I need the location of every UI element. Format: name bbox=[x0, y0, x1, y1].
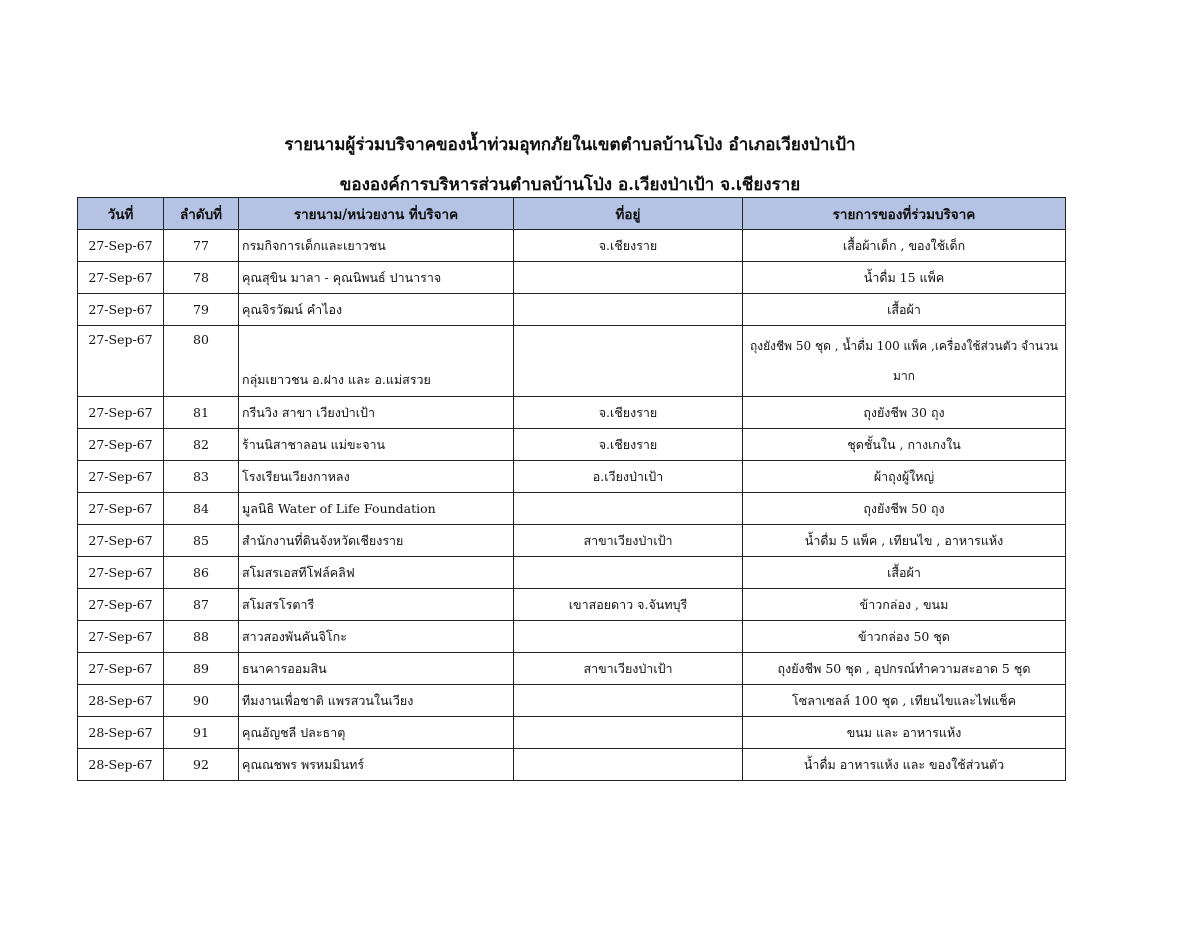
cell-number: 81 bbox=[164, 397, 239, 429]
cell-number: 90 bbox=[164, 685, 239, 717]
cell-donated-items: ถุงยังชีพ 50 ชุด , น้ำดื่ม 100 แพ็ค ,เครื่องใช้ส่วนตัว จำนวนมาก bbox=[743, 326, 1066, 397]
cell-address bbox=[514, 717, 743, 749]
cell-donated-items: น้ำดื่ม 5 แพ็ค , เทียนไข , อาหารแห้ง bbox=[743, 525, 1066, 557]
cell-address: จ.เชียงราย bbox=[514, 397, 743, 429]
cell-donor-name: คุณณชพร พรหมมินทร์ bbox=[239, 749, 514, 781]
document-title: รายนามผู้ร่วมบริจาคของน้ำท่วมอุทกภัยในเขตตำบลบ้านโป่ง อำเภอเวียงป่าเป้า bbox=[284, 135, 856, 155]
cell-date: 28-Sep-67 bbox=[78, 685, 164, 717]
table-row bbox=[78, 557, 1066, 589]
cell-date: 27-Sep-67 bbox=[78, 230, 164, 262]
cell-donated-items: น้ำดื่ม อาหารแห้ง และ ของใช้ส่วนตัว bbox=[743, 749, 1066, 781]
cell-address bbox=[514, 326, 743, 397]
table-row bbox=[78, 685, 1066, 717]
cell-number: 79 bbox=[164, 294, 239, 326]
cell-address bbox=[514, 557, 743, 589]
cell-date: 27-Sep-67 bbox=[78, 326, 164, 397]
cell-donated-items: ถุงยังชีพ 50 ถุง bbox=[743, 493, 1066, 525]
cell-number: 87 bbox=[164, 589, 239, 621]
cell-date: 27-Sep-67 bbox=[78, 461, 164, 493]
cell-donated-items: ผ้าถุงผู้ใหญ่ bbox=[743, 461, 1066, 493]
cell-address: จ.เชียงราย bbox=[514, 230, 743, 262]
cell-address bbox=[514, 493, 743, 525]
cell-number: 82 bbox=[164, 429, 239, 461]
cell-address: เขาสอยดาว จ.จันทบุรี bbox=[514, 589, 743, 621]
table-row bbox=[78, 717, 1066, 749]
cell-donated-items: โซลาเซลล์ 100 ชุด , เทียนไขและไฟแช็ค bbox=[743, 685, 1066, 717]
cell-date: 27-Sep-67 bbox=[78, 262, 164, 294]
cell-donated-items: ขนม และ อาหารแห้ง bbox=[743, 717, 1066, 749]
table-row bbox=[78, 589, 1066, 621]
cell-donated-items: เสื้อผ้า bbox=[743, 557, 1066, 589]
cell-date: 27-Sep-67 bbox=[78, 525, 164, 557]
cell-address: อ.เวียงป่าเป้า bbox=[514, 461, 743, 493]
header-address: ที่อยู่ bbox=[514, 198, 743, 230]
cell-donor-name: คุณอัญชลี ปละธาตุ bbox=[239, 717, 514, 749]
cell-donated-items: ถุงยังชีพ 50 ชุด , อุปกรณ์ทำความสะอาด 5 ชุด bbox=[743, 653, 1066, 685]
cell-address bbox=[514, 749, 743, 781]
cell-date: 27-Sep-67 bbox=[78, 589, 164, 621]
cell-donor-name: ธนาคารออมสิน bbox=[239, 653, 514, 685]
cell-donor-name: ร้านนิสาชาลอน แม่ขะจาน bbox=[239, 429, 514, 461]
cell-number: 85 bbox=[164, 525, 239, 557]
header-donor-name: รายนาม/หน่วยงาน ที่บริจาค bbox=[239, 198, 514, 230]
cell-donor-name: กรมกิจการเด็กและเยาวชน bbox=[239, 230, 514, 262]
cell-date: 28-Sep-67 bbox=[78, 717, 164, 749]
table-row bbox=[78, 749, 1066, 781]
cell-address bbox=[514, 685, 743, 717]
table-row bbox=[78, 493, 1066, 525]
cell-date: 27-Sep-67 bbox=[78, 294, 164, 326]
document-subtitle: ขององค์การบริหารส่วนตำบลบ้านโป่ง อ.เวียงป่าเป้า จ.เชียงราย bbox=[339, 175, 801, 195]
table-header-row bbox=[78, 198, 1066, 230]
cell-date: 27-Sep-67 bbox=[78, 429, 164, 461]
table-row bbox=[78, 461, 1066, 493]
cell-date: 27-Sep-67 bbox=[78, 557, 164, 589]
cell-donated-items: ถุงยังชีพ 30 ถุง bbox=[743, 397, 1066, 429]
cell-donated-items: เสื้อผ้าเด็ก , ของใช้เด็ก bbox=[743, 230, 1066, 262]
header-donated-items: รายการของที่ร่วมบริจาค bbox=[743, 198, 1066, 230]
header-date: วันที่ bbox=[78, 198, 164, 230]
cell-date: 27-Sep-67 bbox=[78, 621, 164, 653]
cell-number: 89 bbox=[164, 653, 239, 685]
table-row bbox=[78, 262, 1066, 294]
table-row bbox=[78, 621, 1066, 653]
table-row bbox=[78, 525, 1066, 557]
cell-donor-name: สโมสรโรตารี bbox=[239, 589, 514, 621]
cell-donor-name: มูลนิธิ Water of Life Foundation bbox=[239, 493, 514, 525]
cell-donor-name: สำนักงานที่ดินจังหวัดเชียงราย bbox=[239, 525, 514, 557]
cell-address bbox=[514, 262, 743, 294]
cell-number: 77 bbox=[164, 230, 239, 262]
donor-table bbox=[77, 197, 1066, 781]
cell-address bbox=[514, 621, 743, 653]
cell-number: 86 bbox=[164, 557, 239, 589]
cell-donor-name: สโมสรเอสทีโฟล์คลิฟ bbox=[239, 557, 514, 589]
cell-donated-items: น้ำดื่ม 15 แพ็ค bbox=[743, 262, 1066, 294]
cell-number: 83 bbox=[164, 461, 239, 493]
table-row bbox=[78, 294, 1066, 326]
cell-date: 28-Sep-67 bbox=[78, 749, 164, 781]
cell-address: จ.เชียงราย bbox=[514, 429, 743, 461]
table-row bbox=[78, 326, 1066, 397]
cell-donated-items: ข้าวกล่อง 50 ชุด bbox=[743, 621, 1066, 653]
cell-address bbox=[514, 294, 743, 326]
cell-donor-name: ทีมงานเพื่อชาติ แพรสวนในเวียง bbox=[239, 685, 514, 717]
table-row bbox=[78, 230, 1066, 262]
cell-donor-name: คุณจิรวัฒน์ คำไอง bbox=[239, 294, 514, 326]
cell-donor-name: กลุ่มเยาวชน อ.ฝาง และ อ.แม่สรวย bbox=[239, 326, 514, 397]
cell-address: สาขาเวียงป่าเป้า bbox=[514, 525, 743, 557]
cell-date: 27-Sep-67 bbox=[78, 653, 164, 685]
cell-number: 92 bbox=[164, 749, 239, 781]
cell-number: 78 bbox=[164, 262, 239, 294]
cell-donor-name: โรงเรียนเวียงกาหลง bbox=[239, 461, 514, 493]
cell-date: 27-Sep-67 bbox=[78, 493, 164, 525]
cell-number: 91 bbox=[164, 717, 239, 749]
cell-number: 88 bbox=[164, 621, 239, 653]
cell-address: สาขาเวียงป่าเป้า bbox=[514, 653, 743, 685]
cell-donated-items: เสื้อผ้า bbox=[743, 294, 1066, 326]
cell-donor-name: กรีนวิง สาขา เวียงป่าเป้า bbox=[239, 397, 514, 429]
cell-number: 80 bbox=[164, 326, 239, 397]
table-row bbox=[78, 429, 1066, 461]
table-row bbox=[78, 397, 1066, 429]
table-row bbox=[78, 653, 1066, 685]
cell-donated-items: ข้าวกล่อง , ขนม bbox=[743, 589, 1066, 621]
cell-number: 84 bbox=[164, 493, 239, 525]
cell-donated-items: ชุดชั้นใน , กางเกงใน bbox=[743, 429, 1066, 461]
header-number: ลำดับที่ bbox=[164, 198, 239, 230]
cell-donor-name: คุณสุขิน มาลา - คุณนิพนธ์ ปานาราจ bbox=[239, 262, 514, 294]
cell-date: 27-Sep-67 bbox=[78, 397, 164, 429]
cell-donor-name: สาวสองพันคันจิโกะ bbox=[239, 621, 514, 653]
